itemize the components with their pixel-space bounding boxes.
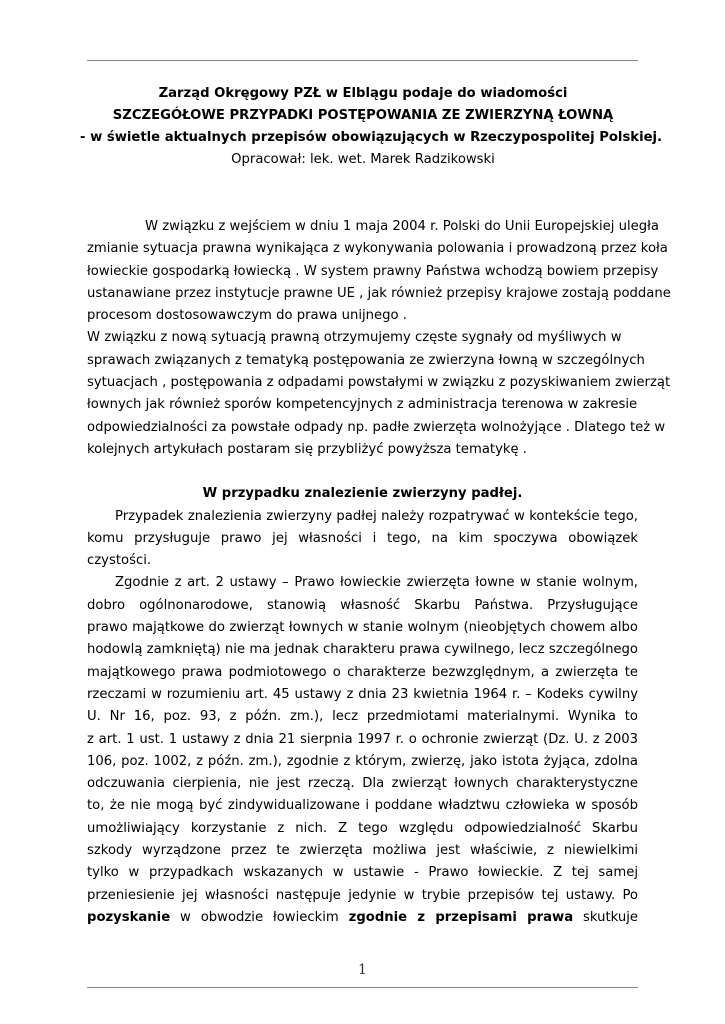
paragraph-line: szkody wyrządzone przez te zwierzęta możliwa jest właściwie, z niewielkimi [87,843,638,859]
header-line-3: - w świetle aktualnych przepisów obowiązujących w Rzeczypospolitej Polskiej. [80,130,663,145]
paragraph-line: tylko w przypadkach wskazanych w ustawie - Prawo łowieckie. Z tej samej [87,865,638,881]
paragraph-line: majątkowego prawa podmiotowego o charakterze bezwzględnym, a zwierzęta te [87,664,638,680]
plain-text: skutkuje [583,909,638,925]
section-heading: W przypadku znalezienie zwierzyny padłej. [202,486,523,502]
paragraph-line: umożliwiający korzystanie z nich. Z tego względu odpowiedzialność Skarbu [87,820,638,836]
intro-line: procesom dostosowawczym do prawa unijnego . [87,308,407,324]
intro-line: zmianie sytuacja prawna wynikająca z wykonywania polowania i prowadzoną przez koła [87,241,668,257]
bold-term: zgodnie z przepisami prawa [348,909,574,925]
paragraph-line: Zgodnie z art. 2 ustawy – Prawo łowieckie zwierzęta łowne w stanie wolnym, [115,575,638,591]
paragraph-line: dobro ogólnonarodowe, stanowią własność Skarbu Państwa. Przysługujące [87,597,638,613]
paragraph-line: komu przysługuje prawo jej własności i tego, na kim spoczywa obowiązek [87,530,638,546]
paragraph-line: przeniesienie jej własności następuje jedynie w trybie przepisów tej ustawy. Po [87,887,638,903]
paragraph-line: Przypadek znalezienia zwierzyny padłej należy rozpatrywać w kontekście tego, [115,508,638,524]
header-line-2: SZCZEGÓŁOWE PRZYPADKI POSTĘPOWANIA ZE ZWIERZYNĄ ŁOWNĄ [112,108,614,123]
paragraph-line: odczuwania cierpienia, nie jest rzeczą. Dla zwierząt łownych charakterystyczne [87,776,638,792]
header-line-1: Zarząd Okręgowy PZŁ w Elblągu podaje do wiadomości [158,86,568,101]
plain-text: w obwodzie łowieckim [180,909,339,925]
author-line: Opracował: lek. wet. Marek Radzikowski [231,152,495,167]
intro-line: odpowiedzialności za powstałe odpady np. padłe zwierzęta wolnożyjące . Dlatego też w [87,419,666,435]
intro-line: kolejnych artykułach postaram się przybliżyć powyższa tematykę . [87,441,528,457]
paragraph-last-line [87,907,638,929]
intro-line: łowieckie gospodarką łowiecką . W system prawny Państwa wchodzą bowiem przepisy [87,263,659,279]
paragraph-line: z art. 1 ust. 1 ustawy z dnia 21 sierpnia 1997 r. o ochronie zwierząt (Dz. U. z 2003 [87,731,638,747]
paragraph-line: czystości. [87,553,152,569]
paragraph-line: 106, poz. 1002, z późn. zm.), zgodnie z którym, zwierzę, jako istota żyjąca, zdolna [87,753,638,769]
bold-term: pozyskanie [87,909,171,925]
intro-line: W związku z wejściem w dniu 1 maja 2004 r. Polski do Unii Europejskiej uległa [145,219,659,234]
page-number: 1 [358,962,367,978]
intro-line: ustanawiane przez instytucje prawne UE , jak również przepisy krajowe zostają poddane [87,285,671,301]
intro-line: sprawach związanych z tematyką postępowania ze zwierzyna łowną w szczególnych [87,352,645,368]
paragraph-line: hodowlą zamkniętą) nie ma jednak charakteru prawa cywilnego, lecz szczególnego [87,642,638,658]
paragraph-line: U. Nr 16, poz. 93, z późn. zm.), lecz przedmiotami materialnymi. Wynika to [87,709,638,725]
intro-line: W związku z nową sytuacją prawną otrzymujemy częste sygnały od myśliwych w [87,330,622,346]
intro-line: łownych jak również sporów kompetencyjnych z administracja terenowa w zakresie [87,397,638,413]
document-header [80,83,663,171]
footer-rule [87,987,638,988]
paragraph-line: to, że nie mogą być zindywidualizowane i poddane władztwu człowieka w sposób [87,798,638,814]
document-body [87,216,671,929]
intro-line: sytuacjach , postępowania z odpadami powstałymi w związku z pozyskiwaniem zwierząt [87,375,671,391]
header-rule [87,60,638,61]
paragraph-line: rzeczami w rozumieniu art. 45 ustawy z dnia 23 kwietnia 1964 r. – Kodeks cywilny [87,686,638,702]
paragraph-line: prawo majątkowe do zwierząt łownych w stanie wolnym (nieobjętych chowem albo [87,620,638,636]
